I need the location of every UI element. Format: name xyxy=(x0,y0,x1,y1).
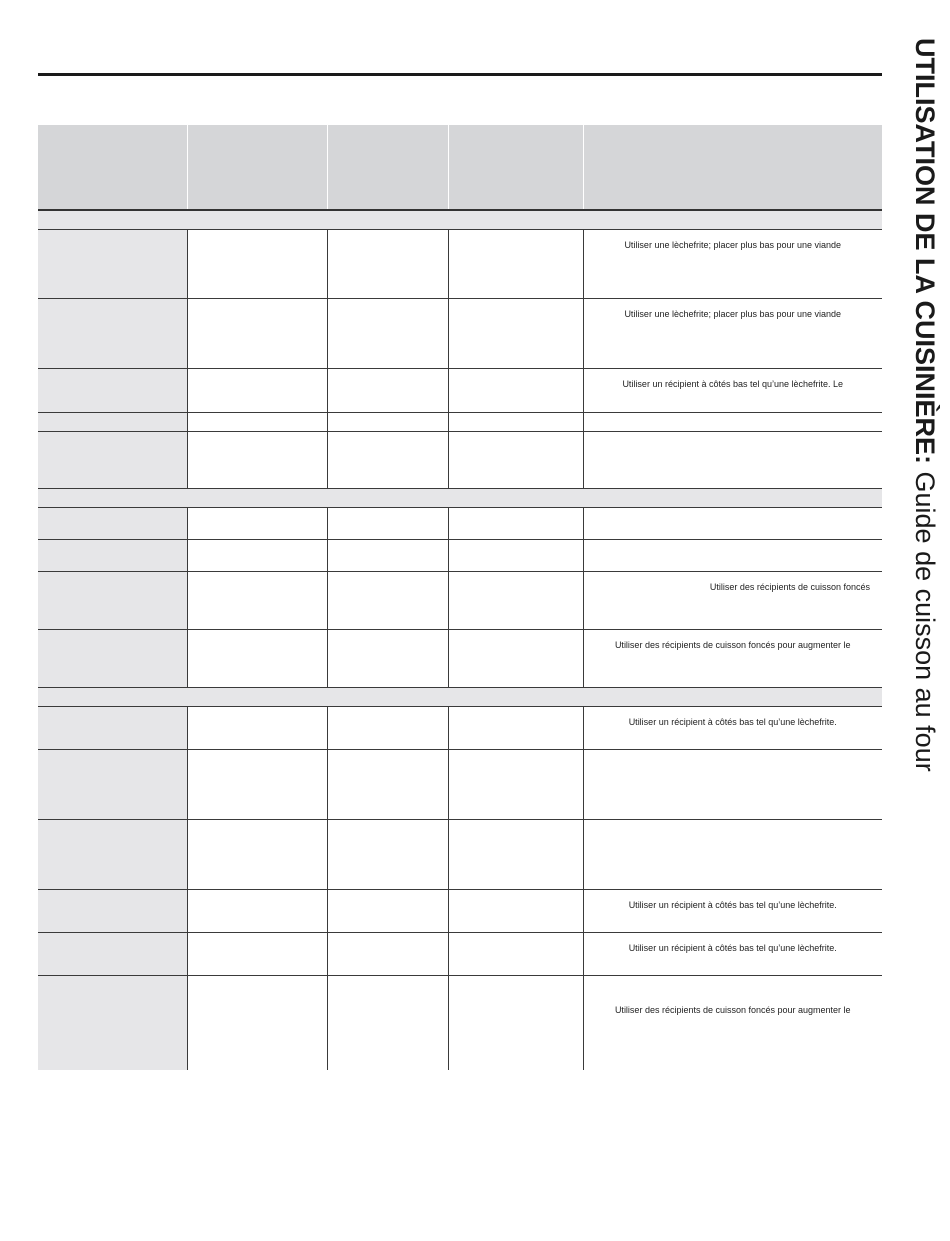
table-row xyxy=(38,976,882,1070)
food-cell xyxy=(38,707,187,750)
food-cell xyxy=(38,976,187,1070)
table-row xyxy=(38,572,882,630)
comment-cell xyxy=(583,820,882,890)
comment-cell: Utiliser des récipients de cuisson foncés pour augmenter le xyxy=(583,976,882,1070)
food-cell xyxy=(38,630,187,688)
table-row xyxy=(38,369,882,413)
food-cell xyxy=(38,933,187,976)
comment-cell: Utiliser une lèchefrite; placer plus bas pour une viande xyxy=(583,299,882,369)
food-cell xyxy=(38,432,187,489)
cooking-guide-table xyxy=(38,125,882,1070)
comment-cell: Utiliser une lèchefrite; placer plus bas pour une viande xyxy=(583,230,882,299)
food-cell xyxy=(38,508,187,540)
food-cell xyxy=(38,369,187,413)
table-row xyxy=(38,508,882,540)
food-cell xyxy=(38,572,187,630)
table-row xyxy=(38,299,882,369)
comment-cell: Utiliser un récipient à côtés bas tel qu’une lèchefrite. xyxy=(583,933,882,976)
comment-cell xyxy=(583,508,882,540)
header-cell-4 xyxy=(448,125,583,210)
table-row xyxy=(38,630,882,688)
header-cell-comments xyxy=(583,125,882,210)
table-row xyxy=(38,432,882,489)
table-row xyxy=(38,750,882,820)
header-cell-food xyxy=(38,125,187,210)
food-cell xyxy=(38,413,187,432)
table-row xyxy=(38,540,882,572)
section-title xyxy=(910,38,940,772)
food-cell xyxy=(38,750,187,820)
section-row xyxy=(38,688,882,707)
header-rule xyxy=(38,73,882,76)
food-cell xyxy=(38,540,187,572)
section-title-bold: UTILISATION DE LA CUISINIÈRE: xyxy=(910,38,940,465)
table-row xyxy=(38,230,882,299)
food-cell xyxy=(38,820,187,890)
comment-cell xyxy=(583,432,882,489)
table-row xyxy=(38,820,882,890)
table-row xyxy=(38,933,882,976)
section-row xyxy=(38,210,882,230)
comment-cell xyxy=(583,413,882,432)
table-row xyxy=(38,890,882,933)
comment-cell: Utiliser des récipients de cuisson foncés pour augmenter le xyxy=(583,630,882,688)
food-cell xyxy=(38,230,187,299)
comment-cell: Utiliser un récipient à côtés bas tel qu’une lèchefrite. xyxy=(583,890,882,933)
header-cell-3 xyxy=(327,125,448,210)
food-cell xyxy=(38,299,187,369)
header-cell-2 xyxy=(187,125,327,210)
table-row xyxy=(38,707,882,750)
comment-cell: Utiliser un récipient à côtés bas tel qu’une lèchefrite. Le xyxy=(583,369,882,413)
table-row xyxy=(38,413,882,432)
table-header-row xyxy=(38,125,882,210)
comment-cell xyxy=(583,750,882,820)
section-title-subtitle: Guide de cuisson au four xyxy=(910,464,940,772)
comment-cell: Utiliser un récipient à côtés bas tel qu’une lèchefrite. xyxy=(583,707,882,750)
comment-cell xyxy=(583,540,882,572)
comment-cell: Utiliser des récipients de cuisson foncés xyxy=(583,572,882,630)
section-row xyxy=(38,489,882,508)
food-cell xyxy=(38,890,187,933)
